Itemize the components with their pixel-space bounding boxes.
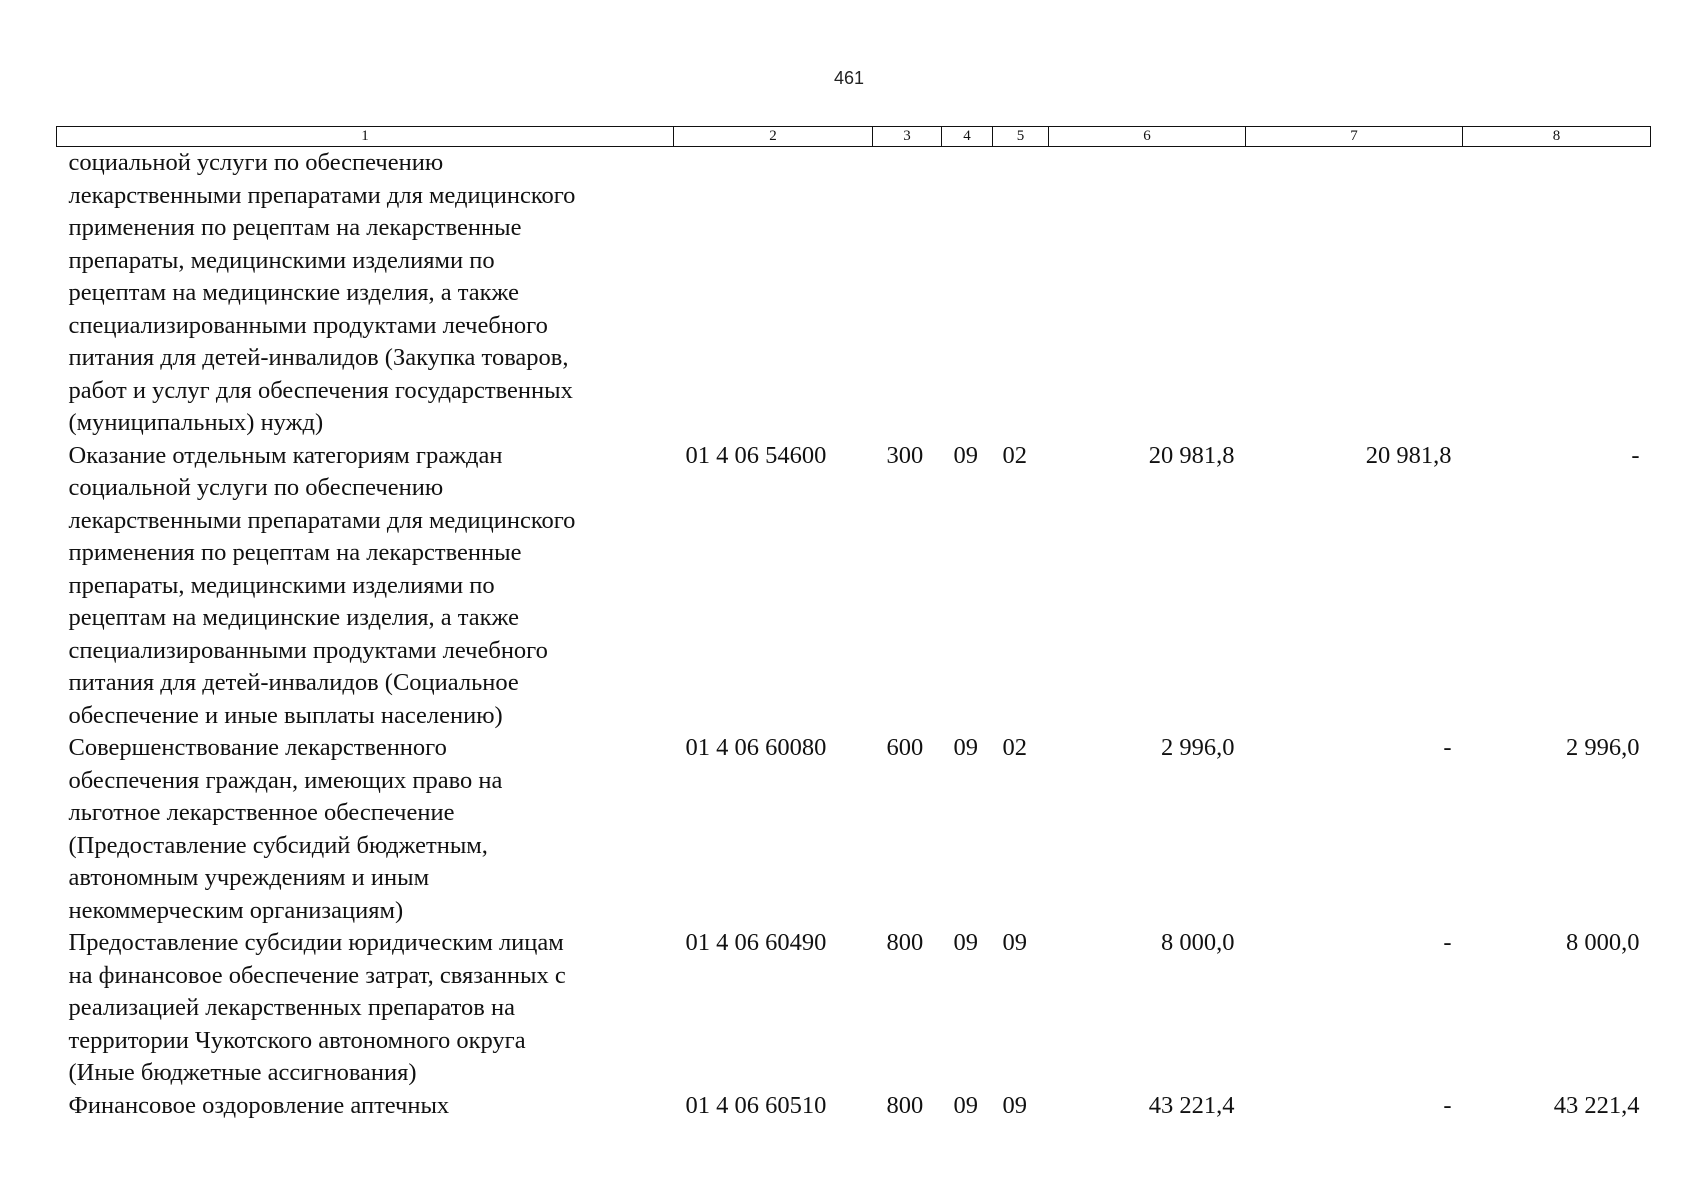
- page-number: 461: [833, 68, 865, 88]
- subsection-code: 02: [1002, 441, 1027, 469]
- subsection-code: [993, 147, 1049, 440]
- description-line: лекарственными препаратами для медицинского: [68, 181, 576, 209]
- expense-type-code: 600: [886, 734, 924, 761]
- total-amount: 2 996,0: [1161, 734, 1235, 761]
- description-line: обеспечения граждан, имеющих право на: [68, 766, 503, 794]
- section-code: 09: [953, 734, 978, 761]
- federal-amount: -: [1443, 734, 1452, 761]
- table-row: [57, 1090, 1651, 1123]
- section-code: [942, 147, 993, 440]
- total-amount: 43 221,4: [1148, 1091, 1235, 1119]
- row-description: [57, 440, 674, 733]
- column-header: 6: [1049, 127, 1246, 147]
- description-line: (Иные бюджетные ассигнования): [68, 1059, 417, 1086]
- row-description: [57, 1090, 674, 1123]
- row-description: [57, 732, 674, 927]
- description-line: препараты, медицинскими изделиями по: [68, 246, 495, 274]
- total-amount: 8 000,0: [1161, 929, 1235, 956]
- target-article-code: [674, 147, 873, 440]
- row-description: [57, 927, 674, 1090]
- description-line: питания для детей-инвалидов (Закупка товаров,: [68, 344, 569, 371]
- expense-type-code: 800: [886, 929, 924, 956]
- federal-amount: [1246, 147, 1463, 440]
- subsection-code: 09: [1002, 929, 1027, 956]
- description-line: территории Чукотского автономного округа: [68, 1026, 526, 1054]
- column-header: 7: [1246, 127, 1463, 147]
- federal-amount: -: [1443, 1091, 1452, 1119]
- description-line: применения по рецептам на лекарственные: [68, 214, 522, 241]
- description-line: рецептам на медицинские изделия, а также: [68, 279, 519, 306]
- column-header: 8: [1463, 127, 1651, 147]
- total-amount: [1049, 147, 1246, 440]
- column-header: 4: [942, 127, 993, 147]
- table-row: [57, 147, 1651, 440]
- description-line: работ и услуг для обеспечения государственных: [68, 376, 573, 404]
- column-number-header-row: [57, 127, 1651, 147]
- expense-type-code: 800: [886, 1091, 924, 1119]
- description-line: на финансовое обеспечение затрат, связанных с: [68, 961, 566, 989]
- section-code: 09: [953, 441, 978, 469]
- description-line: Предоставление субсидии юридическим лицам: [68, 929, 564, 956]
- expense-type-code: 300: [886, 441, 924, 469]
- subsection-code: 02: [1002, 734, 1027, 761]
- description-line: обеспечение и иные выплаты населению): [68, 701, 503, 729]
- federal-amount: -: [1443, 929, 1452, 956]
- description-line: лекарственными препаратами для медицинского: [68, 506, 576, 534]
- total-amount: 20 981,8: [1148, 441, 1235, 469]
- description-line: Финансовое оздоровление аптечных: [68, 1091, 450, 1119]
- federal-amount: 20 981,8: [1365, 441, 1452, 469]
- description-line: реализацией лекарственных препаратов на: [68, 994, 515, 1021]
- description-line: автономным учреждениям и иным: [68, 864, 430, 891]
- subsection-code: 09: [1002, 1091, 1027, 1119]
- description-line: питания для детей-инвалидов (Социальное: [68, 669, 519, 696]
- regional-amount: 8 000,0: [1566, 929, 1640, 956]
- description-line: Оказание отдельным категориям граждан: [68, 441, 503, 469]
- table-row: [57, 732, 1651, 927]
- description-line: специализированными продуктами лечебного: [68, 636, 548, 664]
- description-line: (Предоставление субсидий бюджетным,: [68, 831, 488, 859]
- regional-amount: [1463, 147, 1651, 440]
- description-line: Совершенствование лекарственного: [68, 734, 447, 761]
- table-row: [57, 927, 1651, 1090]
- budget-table-container: [56, 126, 1650, 1122]
- description-line: препараты, медицинскими изделиями по: [68, 571, 495, 599]
- column-header: 1: [57, 127, 674, 147]
- budget-table: [56, 126, 1651, 1122]
- regional-amount: 43 221,4: [1553, 1091, 1640, 1119]
- description-line: социальной услуги по обеспечению: [68, 474, 444, 501]
- section-code: 09: [953, 929, 978, 956]
- target-article-code: 01 4 06 60510: [685, 1091, 827, 1119]
- row-description: [57, 147, 674, 440]
- target-article-code: 01 4 06 54600: [685, 441, 827, 469]
- description-line: льготное лекарственное обеспечение: [68, 799, 455, 826]
- target-article-code: 01 4 06 60490: [685, 929, 827, 956]
- description-line: социальной услуги по обеспечению: [68, 149, 444, 176]
- column-header: 3: [873, 127, 942, 147]
- target-article-code: 01 4 06 60080: [685, 734, 827, 761]
- description-line: (муниципальных) нужд): [68, 409, 324, 436]
- description-line: специализированными продуктами лечебного: [68, 311, 548, 339]
- column-header: 5: [993, 127, 1049, 147]
- regional-amount: 2 996,0: [1566, 734, 1640, 761]
- description-line: применения по рецептам на лекарственные: [68, 539, 522, 566]
- description-line: некоммерческим организациям): [68, 896, 404, 924]
- column-header: 2: [674, 127, 873, 147]
- table-row: [57, 440, 1651, 733]
- section-code: 09: [953, 1091, 978, 1119]
- description-line: рецептам на медицинские изделия, а также: [68, 604, 519, 631]
- expense-type-code: [873, 147, 942, 440]
- regional-amount: -: [1631, 441, 1640, 469]
